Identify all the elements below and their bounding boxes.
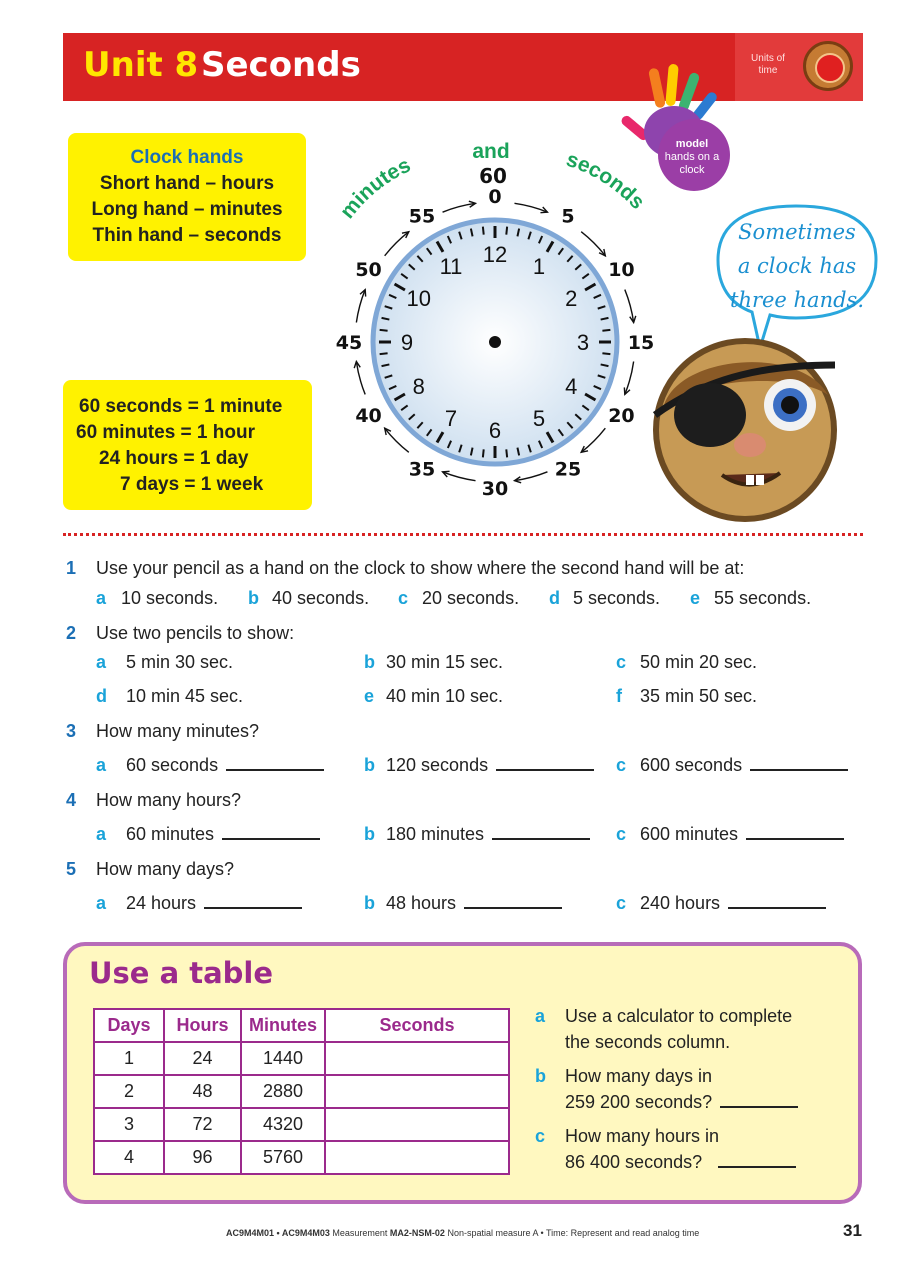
item-letter: f <box>616 686 622 706</box>
clock-outer-number: 30 <box>481 478 509 500</box>
ruler-badge-icon <box>803 41 853 91</box>
clock-hour-number: 10 <box>406 286 432 311</box>
table-cell: 1 <box>94 1042 164 1075</box>
answer-blank[interactable] <box>718 1152 796 1168</box>
table-header-row <box>94 1009 509 1042</box>
table-cell: 1440 <box>241 1042 325 1075</box>
clock-outer-number: 20 <box>608 405 635 427</box>
item-text: 60 seconds <box>126 755 324 776</box>
clock-hour-number: 2 <box>565 286 578 311</box>
pirate-character-image <box>650 335 840 525</box>
clock-tick <box>506 449 507 457</box>
answer-blank[interactable] <box>492 824 590 840</box>
unit-number: Unit 8 <box>83 45 199 85</box>
clock-outer-number: 50 <box>355 259 382 281</box>
question-text: Use your pencil as a hand on the clock to show where the second hand will be at: <box>96 558 745 578</box>
clock-outer-number: 10 <box>608 259 635 281</box>
clock-word-seconds: seconds <box>563 147 650 214</box>
clock-hands-line: Short hand – hours <box>99 173 275 194</box>
item-text: 20 seconds. <box>422 588 520 608</box>
table-cell: 48 <box>164 1075 241 1108</box>
unit-header <box>63 33 863 101</box>
footer-description: Non-spatial measure A • Time: Represent and read analog time <box>447 1228 700 1238</box>
item-letter: c <box>616 755 627 775</box>
item-letter: c <box>616 652 627 672</box>
question-number: 4 <box>66 790 77 810</box>
clock-hour-number: 11 <box>439 253 463 279</box>
conversion-table <box>93 1008 510 1175</box>
answer-blank[interactable] <box>746 824 844 840</box>
table-cell: 4 <box>94 1141 164 1174</box>
clock-word-minutes: minutes <box>335 153 415 224</box>
seconds-answer-cell[interactable] <box>325 1141 509 1174</box>
clock-hour-number: 1 <box>532 253 546 279</box>
clock-arrow-arc <box>443 203 476 212</box>
clock-center-dot <box>489 336 501 348</box>
answer-blank[interactable] <box>728 893 826 909</box>
column-header: Minutes <box>241 1009 325 1042</box>
answer-blank[interactable] <box>464 893 562 909</box>
item-letter: c <box>398 588 409 608</box>
column-header: Days <box>94 1009 164 1042</box>
topic-tag-label: Units of time <box>751 53 785 76</box>
clock-outer-number: 15 <box>627 332 655 354</box>
clock-tick <box>380 353 388 354</box>
clock-tick <box>483 227 484 235</box>
table-cell: 2880 <box>241 1075 325 1108</box>
item-letter: a <box>96 824 107 844</box>
task-letter: c <box>535 1126 546 1146</box>
clock-hour-number: 8 <box>412 374 425 399</box>
item-text: 55 seconds. <box>714 588 812 608</box>
page-number: 31 <box>843 1221 862 1240</box>
item-text: 24 hours <box>126 893 302 914</box>
table-cell: 5760 <box>241 1141 325 1174</box>
clock-tick <box>506 227 507 235</box>
clock-tick <box>380 330 388 331</box>
conversion-line: 7 days = 1 week <box>120 474 264 495</box>
item-text: 10 seconds. <box>121 588 219 608</box>
clock-hour-number: 3 <box>576 330 590 355</box>
conversion-line: 60 seconds = 1 minute <box>79 396 283 417</box>
speech-bubble-text <box>722 215 872 317</box>
item-letter: b <box>364 893 375 913</box>
use-a-table-panel <box>63 942 862 1204</box>
clock-tick <box>602 353 610 354</box>
item-text: 40 min 10 sec. <box>386 686 504 706</box>
item-text: 30 min 15 sec. <box>386 652 504 672</box>
clock-hour-number: 5 <box>532 406 546 432</box>
item-text: 180 minutes <box>386 824 590 845</box>
item-letter: a <box>96 755 107 775</box>
clock-hour-number: 4 <box>565 374 578 399</box>
speech-line: Sometimes <box>738 220 856 244</box>
question-text: How many hours? <box>96 790 242 810</box>
question-text: How many days? <box>96 859 235 879</box>
hand-sticker-caption: hands on a clock <box>664 151 720 176</box>
time-conversions-box <box>63 380 312 510</box>
answer-blank[interactable] <box>720 1092 798 1108</box>
column-header: Seconds <box>325 1009 509 1042</box>
task-line: the seconds column. <box>565 1032 731 1052</box>
item-text: 60 minutes <box>126 824 320 845</box>
item-letter: a <box>96 652 107 672</box>
task-letter: b <box>535 1066 546 1086</box>
clock-arrow-arc <box>581 428 605 452</box>
section-divider <box>63 533 863 536</box>
hand-sticker-bold: model <box>675 138 709 150</box>
item-letter: d <box>96 686 107 706</box>
clock-outer-number: 25 <box>554 458 582 481</box>
question-number: 1 <box>66 558 77 578</box>
footer-code: MA2-NSM-02 <box>389 1228 445 1238</box>
clock-hands-title: Clock hands <box>130 147 244 168</box>
column-header: Hours <box>164 1009 241 1042</box>
answer-blank[interactable] <box>222 824 320 840</box>
footer-strand: Measurement <box>332 1228 388 1238</box>
clock-outer-number: 45 <box>335 332 363 354</box>
curriculum-codes: AC9M4M01 • AC9M4M03 <box>226 1228 330 1238</box>
clock-arrow-arc <box>356 361 365 394</box>
table-row <box>94 1042 509 1075</box>
clock-outer-number: 5 <box>561 205 575 228</box>
painted-hand-icon <box>612 60 732 200</box>
answer-blank[interactable] <box>204 893 302 909</box>
task-line: 259 200 seconds? <box>565 1092 798 1113</box>
table-cell: 72 <box>164 1108 241 1141</box>
clock-hour-number: 9 <box>400 330 414 355</box>
item-text: 120 seconds <box>386 755 594 776</box>
item-text: 5 min 30 sec. <box>126 652 234 672</box>
table-row <box>94 1075 509 1108</box>
item-text: 10 min 45 sec. <box>126 686 244 706</box>
seconds-answer-cell[interactable] <box>325 1042 509 1075</box>
clock-hands-line: Long hand – minutes <box>91 199 283 220</box>
question-number: 2 <box>66 623 77 643</box>
item-text: 600 seconds <box>640 755 848 776</box>
table-cell: 4320 <box>241 1108 325 1141</box>
clock-arrow-arc <box>514 472 547 481</box>
item-text: 240 hours <box>640 893 826 914</box>
conversion-line: 60 minutes = 1 hour <box>76 422 255 443</box>
table-cell: 24 <box>164 1042 241 1075</box>
item-text: 48 hours <box>386 893 562 914</box>
clock-tick <box>483 449 484 457</box>
clock-label-60: 60 <box>479 164 507 188</box>
item-letter: e <box>690 588 701 608</box>
item-letter: b <box>248 588 259 608</box>
conversion-line: 24 hours = 1 day <box>99 448 249 469</box>
table-row <box>94 1141 509 1174</box>
clock-outer-number: 0 <box>488 186 502 208</box>
clock-hour-number: 7 <box>444 406 458 432</box>
table-cell: 2 <box>94 1075 164 1108</box>
speech-line: a clock has <box>737 254 857 278</box>
item-letter: c <box>616 893 627 913</box>
clock-outer-number: 40 <box>355 405 382 427</box>
clock-arrow-arc <box>581 232 605 256</box>
clock-outer-number: 55 <box>408 205 436 228</box>
item-letter: e <box>364 686 375 706</box>
analog-clock <box>330 130 660 500</box>
clock-hour-number: 6 <box>488 418 502 443</box>
question-text: How many minutes? <box>96 721 260 741</box>
seconds-answer-cell[interactable] <box>325 1075 509 1108</box>
item-letter: b <box>364 652 375 672</box>
table-cell: 96 <box>164 1141 241 1174</box>
clock-hands-box <box>68 133 306 261</box>
table-row <box>94 1108 509 1141</box>
item-text: 35 min 50 sec. <box>640 686 758 706</box>
item-letter: b <box>364 824 375 844</box>
item-text: 50 min 20 sec. <box>640 652 758 672</box>
item-letter: c <box>616 824 627 844</box>
question-number: 5 <box>66 859 77 879</box>
question-text: Use two pencils to show: <box>96 623 295 643</box>
item-letter: d <box>549 588 560 608</box>
task-line: 86 400 seconds? <box>565 1152 796 1173</box>
answer-blank[interactable] <box>750 755 848 771</box>
item-text: 40 seconds. <box>272 588 370 608</box>
clock-hands-line: Thin hand – seconds <box>92 225 282 246</box>
clock-hour-number: 12 <box>482 242 508 267</box>
hand-sticker-text <box>656 138 728 177</box>
item-letter: a <box>96 588 107 608</box>
task-line: How many days in <box>565 1066 713 1086</box>
clock-arrow-arc <box>625 290 634 323</box>
clock-outer-number: 35 <box>408 458 436 481</box>
task-letter: a <box>535 1006 546 1026</box>
unit-title: Seconds <box>201 45 361 85</box>
task-line: Use a calculator to complete <box>565 1006 793 1026</box>
table-cell: 3 <box>94 1108 164 1141</box>
item-text: 600 minutes <box>640 824 844 845</box>
clock-word-and: and <box>472 140 510 163</box>
clock-tick <box>602 330 610 331</box>
topic-tag <box>735 33 863 101</box>
item-text: 5 seconds. <box>573 588 661 608</box>
use-a-table-title: Use a table <box>89 956 274 990</box>
question-number: 3 <box>66 721 77 741</box>
seconds-answer-cell[interactable] <box>325 1108 509 1141</box>
item-letter: b <box>364 755 375 775</box>
speech-line: three hands. <box>730 288 864 312</box>
task-line: How many hours in <box>565 1126 720 1146</box>
item-letter: a <box>96 893 107 913</box>
clock-arrow-arc <box>385 232 409 256</box>
answer-blank[interactable] <box>496 755 594 771</box>
clock-arrow-arc <box>385 428 409 452</box>
answer-blank[interactable] <box>226 755 324 771</box>
